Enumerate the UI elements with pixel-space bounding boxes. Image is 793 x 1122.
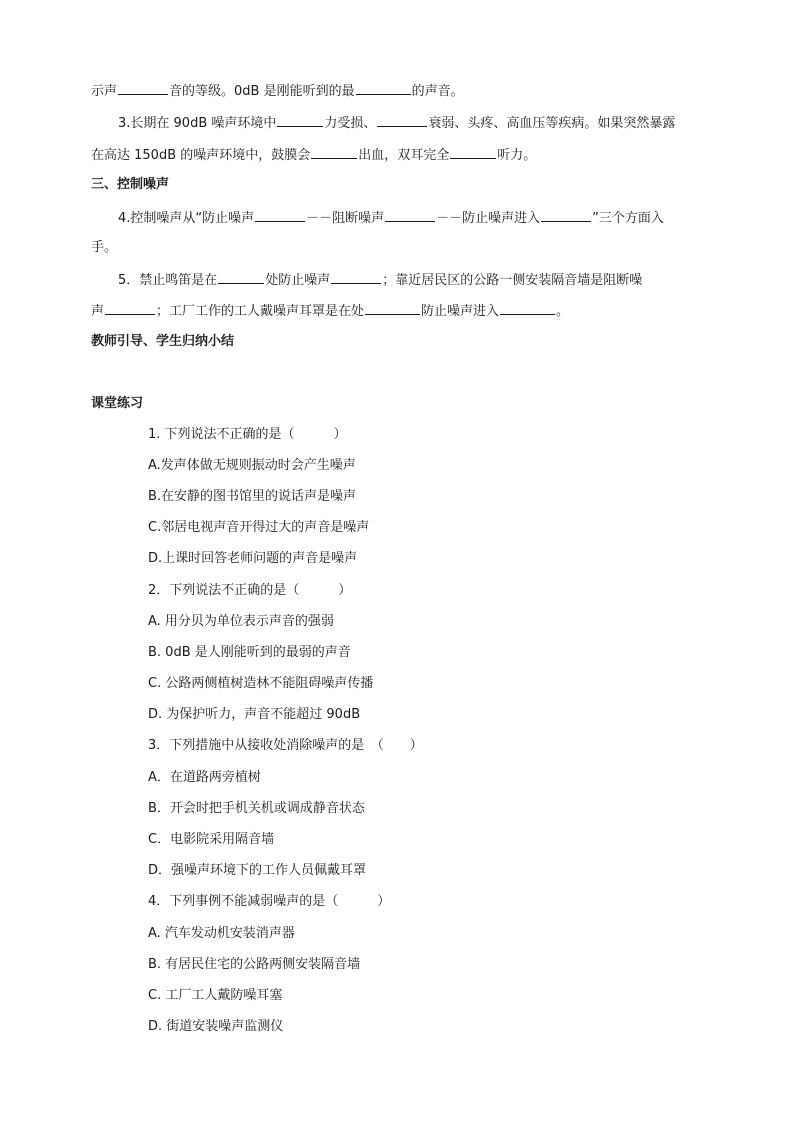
question-option: B. 有居民住宅的公路两侧安装隔音墙 — [148, 957, 361, 972]
question-option: B.在安静的图书馆里的说话声是噪声 — [148, 489, 357, 504]
question-option: A. 汽车发动机安装消声器 — [148, 926, 295, 941]
question-4-line-2: 手。 — [91, 240, 118, 255]
fill-blank — [105, 300, 155, 315]
text-segment: 出血，双耳完全 — [358, 148, 450, 163]
question-option: D．强噪声环境下的工作人员佩戴耳罩 — [148, 863, 367, 878]
fill-blank — [331, 269, 381, 284]
question-option: D. 街道安装噪声监测仪 — [148, 1019, 284, 1034]
text-segment: 衰弱、头疼、高血压等疾病。如果突然暴露 — [428, 116, 676, 131]
text-segment: ；靠近居民区的公路一侧安装隔音墙是阻断噪 — [382, 273, 643, 288]
text-segment: 4.控制噪声从“防止噪声 — [118, 211, 255, 226]
text-segment: 的声音。 — [411, 84, 464, 99]
practice-heading: 课堂练习 — [91, 396, 144, 411]
fill-blank — [311, 144, 357, 159]
text-segment: 。 — [556, 304, 570, 319]
fill-blank — [255, 207, 305, 222]
question-5-line-1 — [118, 269, 642, 291]
fill-blank — [500, 300, 555, 315]
question-option: D. 为保护听力，声音不能超过 90dB — [148, 707, 361, 722]
question-stem: 3．下列措施中从接收处消除噪声的是 （ ） — [148, 738, 423, 753]
text-segment: 防止噪声进入 — [421, 304, 500, 319]
fill-blank — [356, 80, 411, 95]
intro-line-3 — [91, 144, 536, 166]
text-segment: 示声 — [91, 84, 118, 99]
question-5-line-2 — [91, 300, 569, 322]
intro-line-2 — [118, 112, 675, 134]
question-option: B．开会时把手机关机或调成静音状态 — [148, 801, 365, 816]
question-option: B. 0dB 是人刚能听到的最弱的声音 — [148, 645, 351, 660]
text-segment: 3.长期在 90dB 噪声环境中 — [118, 116, 277, 131]
text-segment: 声 — [91, 304, 105, 319]
fill-blank — [385, 207, 435, 222]
fill-blank — [218, 269, 264, 284]
text-segment: ”三个方面入 — [592, 211, 664, 226]
text-segment: 在高达 150dB 的噪声环境中，鼓膜会 — [91, 148, 311, 163]
question-option: C. 公路两侧植树造林不能阻碍噪声传播 — [148, 676, 374, 691]
text-segment: 处防止噪声 — [265, 273, 331, 288]
fill-blank — [277, 112, 323, 127]
text-segment: 5．禁止鸣笛是在 — [118, 273, 218, 288]
text-segment: －－阻断噪声 — [306, 211, 385, 226]
question-stem: 2．下列说法不正确的是（ ） — [148, 583, 352, 598]
text-segment: 力受损、 — [324, 116, 377, 131]
question-stem: 4．下列事例不能减弱噪声的是（ ） — [148, 894, 391, 909]
fill-blank — [118, 80, 168, 95]
question-option: C.邻居电视声音开得过大的声音是噪声 — [148, 520, 370, 535]
section-heading: 三、控制噪声 — [91, 177, 170, 192]
text-segment: －－防止噪声进入 — [436, 211, 541, 226]
fill-blank — [377, 112, 427, 127]
summary-heading: 教师引导、学生归纳小结 — [91, 334, 235, 349]
text-segment: 听力。 — [497, 148, 537, 163]
question-option: C. 工厂工人戴防噪耳塞 — [148, 988, 283, 1003]
intro-line-1 — [91, 80, 464, 102]
question-option: A.发声体做无规则振动时会产生噪声 — [148, 458, 356, 473]
fill-blank — [365, 300, 420, 315]
question-4-line-1 — [118, 207, 664, 229]
question-stem: 1. 下列说法不正确的是（ ） — [148, 427, 347, 442]
question-option: A. 用分贝为单位表示声音的强弱 — [148, 614, 334, 629]
question-option: D.上课时回答老师问题的声音是噪声 — [148, 551, 358, 566]
text-segment: ；工厂工作的工人戴噪声耳罩是在处 — [156, 304, 365, 319]
fill-blank — [450, 144, 496, 159]
question-option: C．电影院采用隔音墙 — [148, 832, 275, 847]
text-segment: 音的等级。0dB 是刚能听到的最 — [169, 84, 355, 99]
fill-blank — [541, 207, 591, 222]
question-option: A．在道路两旁植树 — [148, 770, 261, 785]
